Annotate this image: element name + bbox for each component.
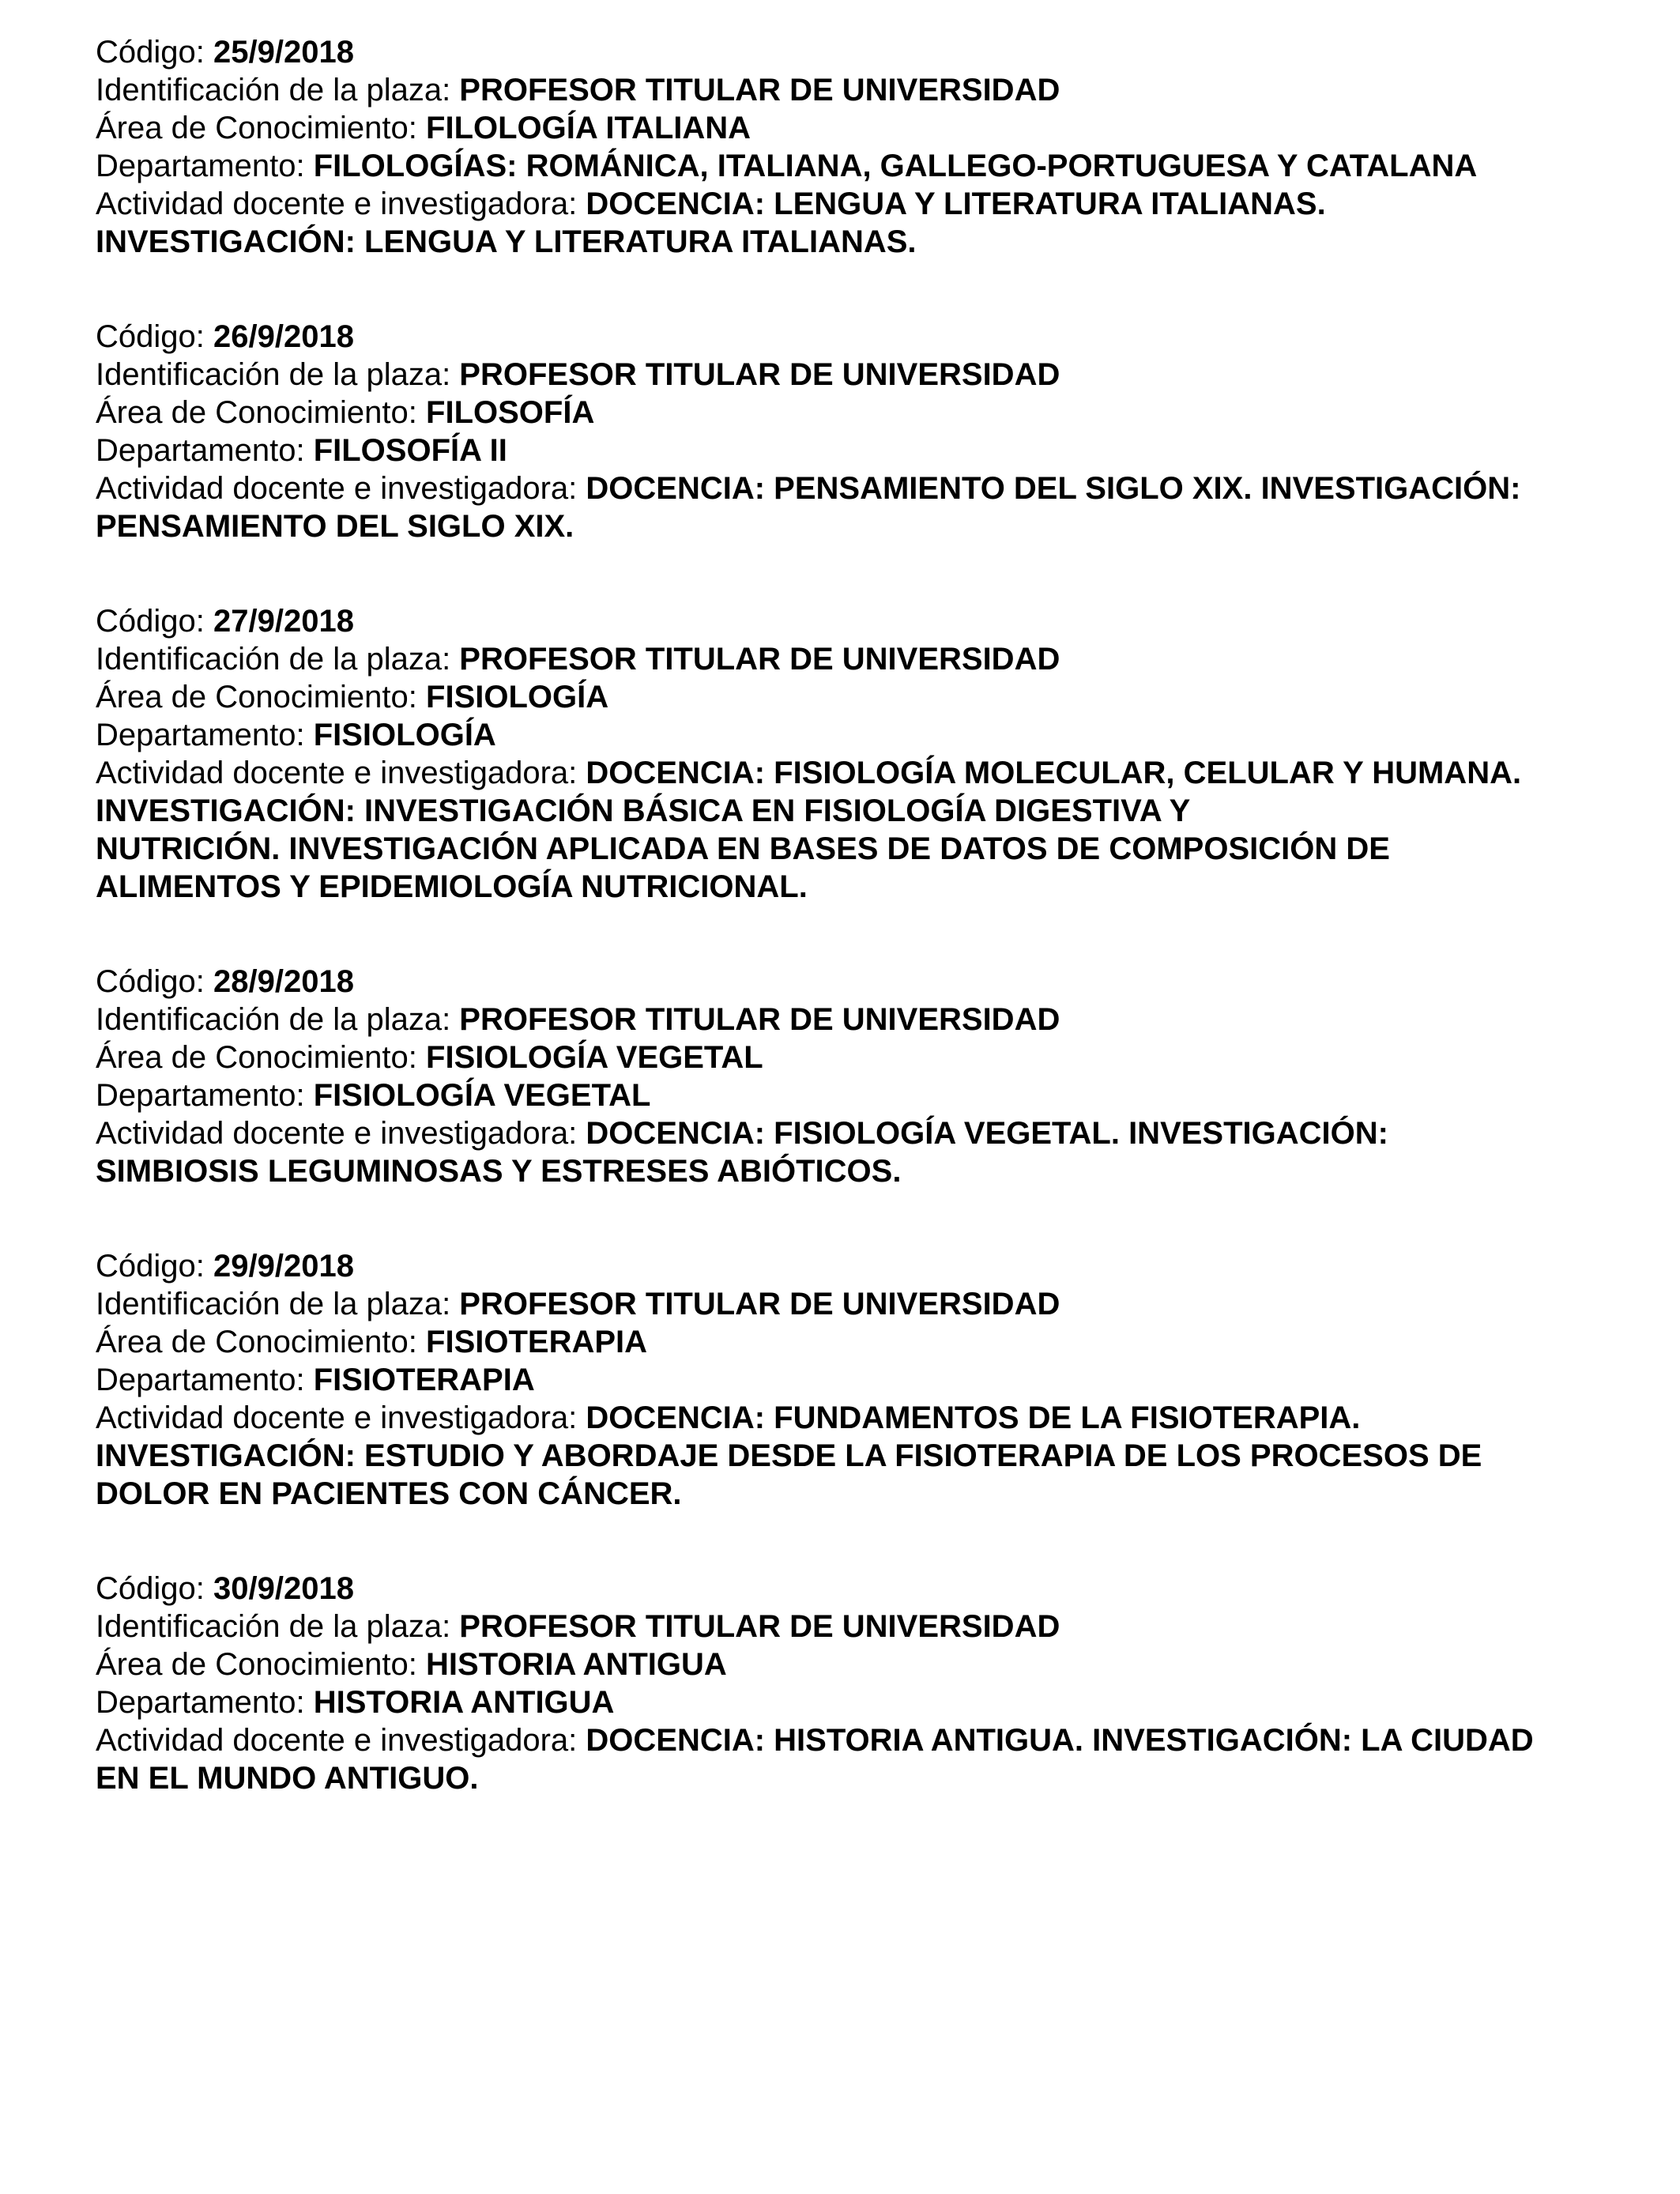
- plaza-label: Identificación de la plaza:: [96, 1287, 460, 1321]
- area-label: Área de Conocimiento:: [96, 395, 427, 430]
- codigo-label: Código:: [96, 35, 213, 70]
- entry-28-9-2018: [96, 963, 1613, 1190]
- plaza-value: PROFESOR TITULAR DE UNIVERSIDAD: [459, 1002, 1060, 1037]
- actividad-continuation: NUTRICIÓN. INVESTIGACIÓN APLICADA EN BASES DE DATOS DE COMPOSICIÓN DE: [96, 831, 1390, 866]
- actividad-value: DOCENCIA: FUNDAMENTOS DE LA FISIOTERAPIA.: [586, 1400, 1361, 1435]
- actividad-line: [96, 1721, 1613, 1759]
- plaza-label: Identificación de la plaza:: [96, 1609, 460, 1644]
- actividad-value: DOCENCIA: FISIOLOGÍA MOLECULAR, CELULAR Y HUMANA.: [586, 756, 1522, 790]
- codigo-line: [96, 963, 1613, 1001]
- plaza-value: PROFESOR TITULAR DE UNIVERSIDAD: [459, 73, 1060, 107]
- area-label: Área de Conocimiento:: [96, 1647, 427, 1682]
- departamento-value: FILOSOFÍA II: [313, 433, 507, 468]
- area-label: Área de Conocimiento:: [96, 1325, 427, 1359]
- actividad-value: DOCENCIA: LENGUA Y LITERATURA ITALIANAS.: [586, 187, 1326, 221]
- area-label: Área de Conocimiento:: [96, 1040, 427, 1075]
- actividad-label: Actividad docente e investigadora:: [96, 187, 586, 221]
- codigo-line: [96, 602, 1613, 640]
- plaza-label: Identificación de la plaza:: [96, 73, 460, 107]
- area-label: Área de Conocimiento:: [96, 680, 427, 714]
- departamento-label: Departamento:: [96, 718, 314, 752]
- actividad-label: Actividad docente e investigadora:: [96, 756, 586, 790]
- area-value: FISIOLOGÍA VEGETAL: [426, 1040, 763, 1075]
- actividad-line: [96, 469, 1613, 507]
- document-page: [96, 33, 1613, 1854]
- codigo-label: Código:: [96, 604, 213, 639]
- area-line: [96, 109, 1613, 147]
- area-line: [96, 1323, 1613, 1361]
- codigo-label: Código:: [96, 319, 213, 354]
- codigo-label: Código:: [96, 1249, 213, 1284]
- codigo-value: 25/9/2018: [213, 35, 354, 70]
- actividad-line: [96, 1114, 1613, 1152]
- departamento-label: Departamento:: [96, 149, 314, 183]
- departamento-label: Departamento:: [96, 1078, 314, 1113]
- codigo-line: [96, 318, 1613, 356]
- departamento-label: Departamento:: [96, 433, 314, 468]
- entry-25-9-2018: [96, 33, 1613, 261]
- departamento-line: [96, 1076, 1613, 1114]
- departamento-line: [96, 1683, 1613, 1721]
- actividad-continuation: SIMBIOSIS LEGUMINOSAS Y ESTRESES ABIÓTICOS.: [96, 1154, 902, 1189]
- actividad-label: Actividad docente e investigadora:: [96, 471, 586, 506]
- codigo-line: [96, 1247, 1613, 1285]
- codigo-value: 27/9/2018: [213, 604, 354, 639]
- plaza-label: Identificación de la plaza:: [96, 1002, 460, 1037]
- codigo-value: 30/9/2018: [213, 1571, 354, 1606]
- codigo-label: Código:: [96, 964, 213, 999]
- area-value: FISIOTERAPIA: [426, 1325, 648, 1359]
- plaza-line: [96, 1285, 1613, 1323]
- departamento-label: Departamento:: [96, 1685, 314, 1720]
- departamento-label: Departamento:: [96, 1363, 314, 1397]
- area-label: Área de Conocimiento:: [96, 111, 427, 145]
- actividad-line: [96, 185, 1613, 223]
- actividad-label: Actividad docente e investigadora:: [96, 1400, 586, 1435]
- actividad-continuation: DOLOR EN PACIENTES CON CÁNCER.: [96, 1476, 682, 1511]
- codigo-value: 28/9/2018: [213, 964, 354, 999]
- plaza-value: PROFESOR TITULAR DE UNIVERSIDAD: [459, 1609, 1060, 1644]
- actividad-line: [96, 1399, 1613, 1437]
- actividad-value: DOCENCIA: PENSAMIENTO DEL SIGLO XIX. INVESTIGACIÓN:: [586, 471, 1521, 506]
- actividad-continuation: INVESTIGACIÓN: LENGUA Y LITERATURA ITALIANAS.: [96, 224, 917, 259]
- departamento-line: [96, 1361, 1613, 1399]
- departamento-line: [96, 147, 1613, 185]
- plaza-line: [96, 640, 1613, 678]
- plaza-label: Identificación de la plaza:: [96, 642, 460, 677]
- area-line: [96, 394, 1613, 432]
- actividad-value: DOCENCIA: FISIOLOGÍA VEGETAL. INVESTIGACIÓN:: [586, 1116, 1388, 1151]
- plaza-line: [96, 356, 1613, 394]
- actividad-line: [96, 754, 1613, 792]
- actividad-value: DOCENCIA: HISTORIA ANTIGUA. INVESTIGACIÓN: LA CIUDAD: [586, 1723, 1534, 1758]
- plaza-line: [96, 1608, 1613, 1646]
- entry-26-9-2018: [96, 318, 1613, 545]
- area-value: HISTORIA ANTIGUA: [426, 1647, 727, 1682]
- area-value: FISIOLOGÍA: [426, 680, 609, 714]
- departamento-value: FISIOLOGÍA VEGETAL: [313, 1078, 651, 1113]
- actividad-continuation: INVESTIGACIÓN: INVESTIGACIÓN BÁSICA EN FISIOLOGÍA DIGESTIVA Y: [96, 794, 1191, 828]
- area-line: [96, 1646, 1613, 1683]
- departamento-value: FILOLOGÍAS: ROMÁNICA, ITALIANA, GALLEGO-PORTUGUESA Y CATALANA: [313, 149, 1478, 183]
- departamento-value: FISIOLOGÍA: [313, 718, 496, 752]
- departamento-line: [96, 716, 1613, 754]
- area-value: FILOSOFÍA: [426, 395, 595, 430]
- departamento-line: [96, 432, 1613, 469]
- actividad-label: Actividad docente e investigadora:: [96, 1723, 586, 1758]
- actividad-continuation: EN EL MUNDO ANTIGUO.: [96, 1761, 479, 1796]
- area-line: [96, 1039, 1613, 1076]
- plaza-line: [96, 71, 1613, 109]
- plaza-value: PROFESOR TITULAR DE UNIVERSIDAD: [459, 357, 1060, 392]
- codigo-value: 26/9/2018: [213, 319, 354, 354]
- actividad-label: Actividad docente e investigadora:: [96, 1116, 586, 1151]
- entry-30-9-2018: [96, 1570, 1613, 1797]
- entry-27-9-2018: [96, 602, 1613, 906]
- plaza-label: Identificación de la plaza:: [96, 357, 460, 392]
- plaza-line: [96, 1001, 1613, 1039]
- plaza-value: PROFESOR TITULAR DE UNIVERSIDAD: [459, 1287, 1060, 1321]
- area-value: FILOLOGÍA ITALIANA: [426, 111, 751, 145]
- actividad-continuation: INVESTIGACIÓN: ESTUDIO Y ABORDAJE DESDE LA FISIOTERAPIA DE LOS PROCESOS DE: [96, 1438, 1482, 1473]
- entry-29-9-2018: [96, 1247, 1613, 1513]
- plaza-value: PROFESOR TITULAR DE UNIVERSIDAD: [459, 642, 1060, 677]
- actividad-continuation: ALIMENTOS Y EPIDEMIOLOGÍA NUTRICIONAL.: [96, 869, 808, 904]
- departamento-value: HISTORIA ANTIGUA: [313, 1685, 615, 1720]
- departamento-value: FISIOTERAPIA: [313, 1363, 535, 1397]
- codigo-line: [96, 1570, 1613, 1608]
- area-line: [96, 678, 1613, 716]
- codigo-label: Código:: [96, 1571, 213, 1606]
- codigo-line: [96, 33, 1613, 71]
- actividad-continuation: PENSAMIENTO DEL SIGLO XIX.: [96, 509, 574, 544]
- codigo-value: 29/9/2018: [213, 1249, 354, 1284]
